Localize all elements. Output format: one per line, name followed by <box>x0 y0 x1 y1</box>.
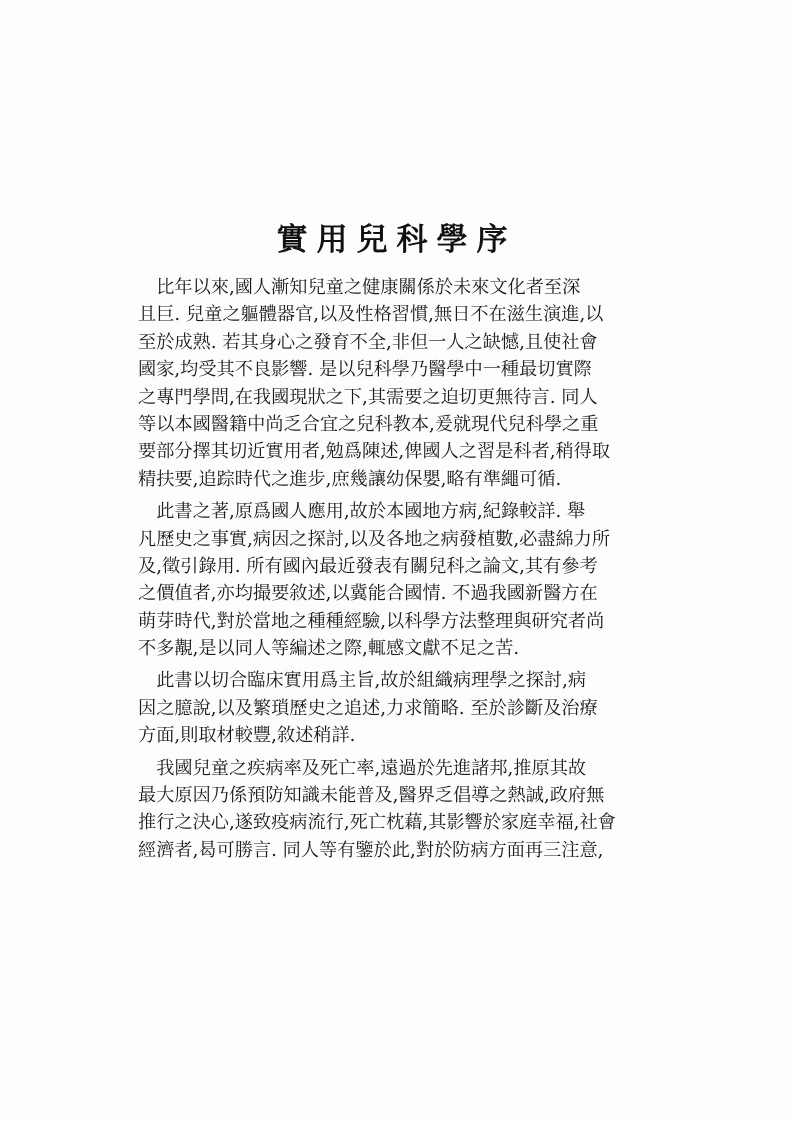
text-line: 等以本國醫籍中尚乏合宜之兒科教本,爰就現代兒科學之重 <box>138 413 599 435</box>
text-line: 且巨. 兒童之軀體器官,以及性格習慣,無日不在滋生演進,以 <box>138 304 604 326</box>
paragraph <box>138 274 658 493</box>
text-line: 萌芽時代,對於當地之種種經驗,以科學方法整理與研究者尚 <box>138 610 605 632</box>
text-line: 國家,均受其不良影響. 是以兒科學乃醫學中一種最切實際 <box>138 359 592 381</box>
text-line: 經濟者,曷可勝言. 同人等有鑒於此,對於防病方面再三注意, <box>138 839 604 861</box>
text-line: 之價值者,亦均撮要敘述,以冀能合國情. 不過我國新醫方在 <box>138 583 598 605</box>
text-line: 因之臆說,以及繁瑣歷史之追述,力求簡略. 至於診斷及治療 <box>138 697 598 719</box>
paragraph <box>138 755 658 865</box>
text-line: 此書之著,原爲國人應用,故於本國地方病,紀錄較詳. 舉 <box>138 501 586 523</box>
text-line: 此書以切合臨床實用爲主旨,故於組織病理學之探討,病 <box>138 670 587 692</box>
text-line: 我國兒童之疾病率及死亡率,遠過於先進諸邦,推原其故 <box>138 757 587 779</box>
text-line: 凡歷史之事實,病因之探討,以及各地之病發植數,必盡綿力所 <box>138 528 611 550</box>
text-line: 方面,則取材較豐,敘述稍詳. <box>138 725 356 747</box>
paragraph <box>138 667 658 749</box>
text-line: 不多覯,是以同人等編述之際,輒感文獻不足之苦. <box>138 638 520 660</box>
text-line: 比年以來,國人漸知兒童之健康關係於未來文化者至深 <box>138 277 581 298</box>
text-line: 要部分擇其切近實用者,勉爲陳述,俾國人之習是科者,稍得取 <box>138 441 611 463</box>
text-line: 推行之決心,遂致疫病流行,死亡枕藉,其影響於家庭幸福,社會 <box>138 812 616 834</box>
text-line: 精扶要,追踪時代之進步,庶幾讓幼保嬰,略有準繩可循. <box>138 468 562 490</box>
paragraph <box>138 498 658 662</box>
text-line: 之專門學問,在我國現狀之下,其需要之迫切更無待言. 同人 <box>138 386 598 408</box>
preface-body <box>138 274 658 864</box>
text-line: 至於成熟. 若其身心之發育不全,非但一人之缺憾,且使社會 <box>138 331 598 353</box>
page-title: 實用兒科學序 <box>276 222 517 258</box>
text-line: 最大原因乃係預防知識未能普及,醫界乏倡導之熱誠,政府無 <box>138 785 605 807</box>
text-line: 及,徵引錄用. 所有國內最近發表有關兒科之論文,其有參考 <box>138 555 598 577</box>
